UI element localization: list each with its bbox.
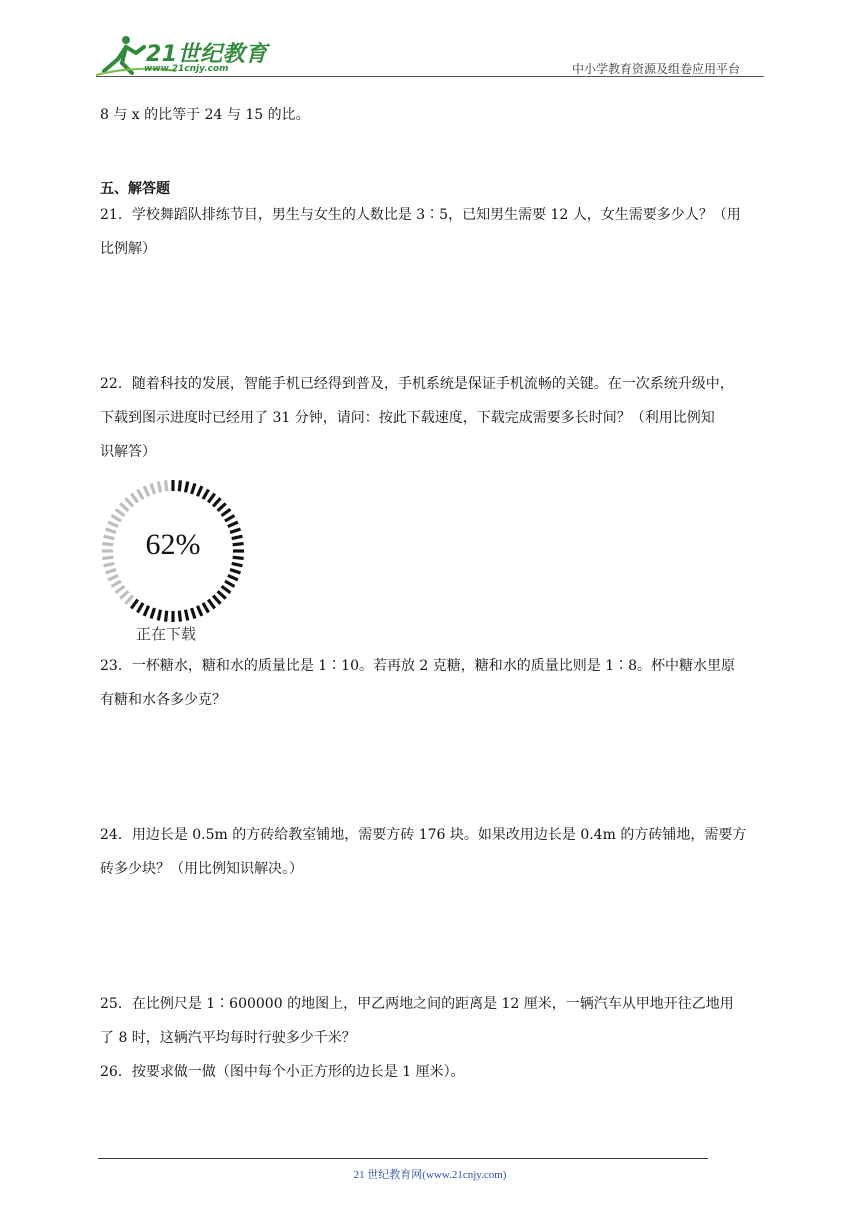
progress-tick-done: [179, 480, 180, 491]
question-25-line-2: 了 8 时，这辆汽平均每时行驶多少千米？: [100, 1030, 356, 1046]
progress-tick-done: [218, 591, 226, 598]
progress-tick-done: [158, 610, 160, 621]
question-24-line-1: 24．用边长是 0.5m 的方砖给教室铺地，需要方砖 176 块。如果改用边长是 0.4m 的方砖铺地，需要方: [100, 827, 747, 843]
progress-tick-done: [197, 606, 201, 616]
header-divider: [96, 76, 764, 77]
progress-tick-remaining: [116, 586, 125, 592]
progress-tick-done: [230, 570, 240, 573]
progress-tick-done: [138, 603, 144, 613]
progress-tick-remaining: [120, 503, 128, 510]
progress-tick-remaining: [112, 516, 122, 522]
progress-tick-remaining: [112, 581, 122, 587]
platform-title: 中小学教育资源及组卷应用平台: [572, 62, 741, 76]
progress-tick-remaining: [120, 591, 128, 598]
logo-url: www.21cnjy.com: [144, 64, 229, 74]
progress-tick-done: [151, 608, 154, 618]
progress-tick-remaining: [108, 522, 118, 526]
progress-tick-remaining: [158, 482, 160, 493]
question-22-line-2: 下载到图示进度时已经用了 31 分钟，请问：按此下载速度，下载完成需要多长时间？（利用比例知: [100, 410, 715, 426]
question-26: 26．按要求做一做（图中每个小正方形的边长是 1 厘米）。: [100, 1064, 465, 1080]
progress-tick-remaining: [105, 570, 115, 573]
question-24-line-2: 砖多少块？（用比例知识解决。）: [100, 861, 303, 877]
progress-tick-done: [203, 603, 209, 613]
section-heading: 五、解答题: [100, 181, 170, 197]
progress-tick-remaining: [144, 486, 148, 496]
progress-tick-remaining: [125, 498, 132, 506]
question-22-line-3: 识解答）: [100, 444, 156, 460]
progress-tick-remaining: [131, 494, 137, 503]
ratio-statement: 8 与 x 的比等于 24 与 15 的比。: [100, 107, 310, 123]
progress-percent: 62%: [145, 528, 201, 561]
progress-tick-done: [131, 600, 137, 609]
progress-tick-done: [228, 522, 238, 526]
progress-tick-done: [225, 581, 235, 587]
question-25-line-1: 25．在比例尺是 1∶600000 的地图上，甲乙两地之间的距离是 12 厘米，一辆汽车从甲地开往乙地用: [100, 996, 734, 1012]
progress-tick-done: [179, 611, 180, 622]
progress-tick-done: [192, 608, 195, 618]
progress-tick-done: [225, 516, 235, 522]
progress-tick-done: [213, 596, 220, 604]
question-22-line-1: 22．随着科技的发展，智能手机已经得到普及，手机系统是保证手机流畅的关键。在一次系统升级中，: [100, 376, 734, 392]
progress-caption: 正在下载: [136, 625, 197, 643]
progress-tick-done: [185, 482, 187, 493]
progress-tick-done: [208, 600, 214, 609]
progress-tick-done: [222, 586, 231, 592]
question-21-line-1: 21．学校舞蹈队排练节目，男生与女生的人数比是 3∶5，已知男生需要 12 人，女生需要多少人？（用: [100, 207, 741, 223]
progress-tick-done: [192, 483, 195, 493]
progress-tick-done: [232, 563, 243, 565]
progress-tick-done: [218, 503, 226, 510]
progress-tick-remaining: [104, 563, 115, 565]
progress-tick-done: [203, 490, 209, 500]
progress-tick-remaining: [151, 483, 154, 493]
progress-tick-remaining: [125, 596, 132, 604]
progress-tick-remaining: [166, 480, 167, 491]
progress-tick-done: [228, 575, 238, 579]
footer-source: 21 世纪教育网(www.21cnjy.com): [353, 1169, 507, 1181]
question-23-line-1: 23．一杯糖水，糖和水的质量比是 1∶10。若再放 2 克糖，糖和水的质量比则是 1∶8。杯中糖水里原: [100, 658, 736, 674]
progress-tick-done: [222, 509, 231, 515]
progress-tick-done: [166, 611, 167, 622]
progress-tick-done: [208, 494, 214, 503]
progress-tick-done: [185, 610, 187, 621]
question-21-line-2: 比例解）: [100, 241, 156, 257]
footer-divider: [98, 1158, 708, 1159]
question-23-line-2: 有糖和水各多少克？: [100, 692, 226, 708]
progress-tick-done: [213, 498, 220, 506]
progress-tick-remaining: [108, 575, 118, 579]
progress-tick-done: [144, 606, 148, 616]
progress-tick-remaining: [116, 509, 125, 515]
logo-name: 21世纪教育: [146, 42, 268, 67]
progress-tick-remaining: [138, 490, 144, 500]
progress-tick-done: [197, 486, 201, 496]
